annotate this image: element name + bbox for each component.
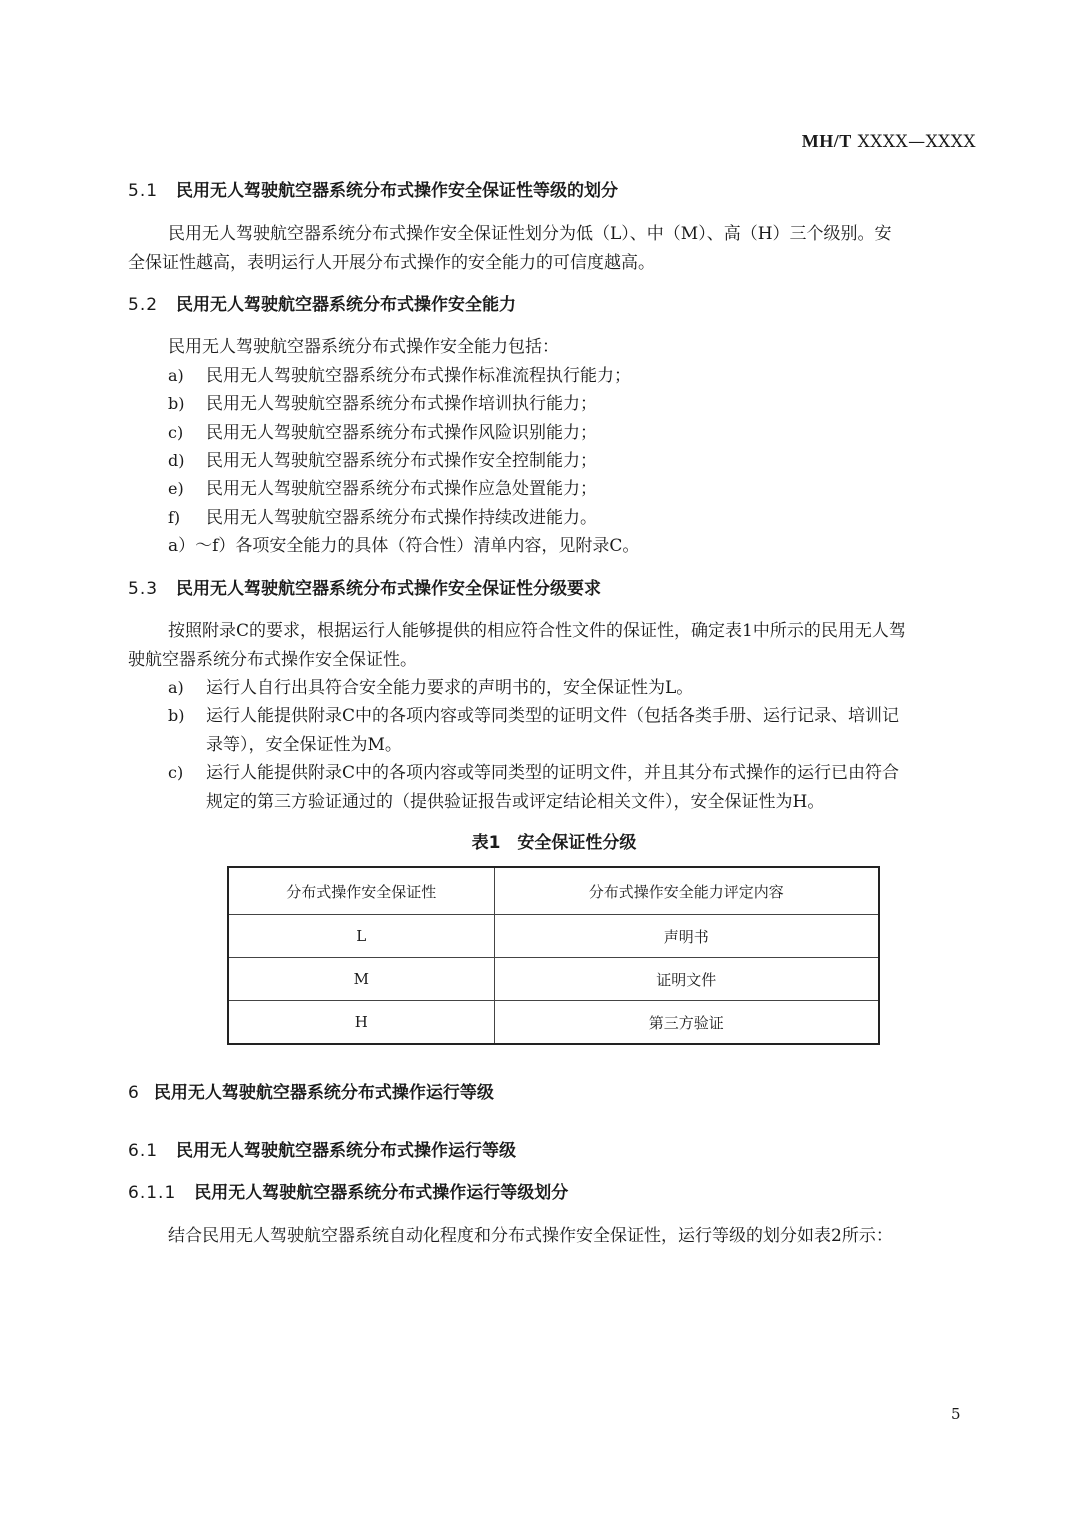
table-cell: 证明文件 <box>494 958 879 1001</box>
list-item: a) 民用无人驾驶航空器系统分布式操作标准流程执行能力； <box>168 366 631 386</box>
section-5-3-paragraph-line1: 按照附录C的要求，根据运行人能够提供的相应符合性文件的保证性，确定表1中所示的民用无人驾 <box>168 621 906 641</box>
list-item-continuation: 录等），安全保证性为M。 <box>206 735 402 755</box>
table-row <box>228 958 879 1001</box>
section-5-1-heading <box>128 176 618 201</box>
list-item: b) 民用无人驾驶航空器系统分布式操作培训执行能力； <box>168 394 597 414</box>
list-item: c) 民用无人驾驶航空器系统分布式操作风险识别能力； <box>168 423 597 443</box>
page-number: 5 <box>951 1405 961 1423</box>
list-item: d) 民用无人驾驶航空器系统分布式操作安全控制能力； <box>168 451 597 471</box>
safety-assurance-table <box>227 866 880 1045</box>
table-cell: 声明书 <box>494 915 879 958</box>
table-row <box>228 915 879 958</box>
section-number: 5.2 <box>128 295 159 315</box>
section-5-2-intro: 民用无人驾驶航空器系统分布式操作安全能力包括： <box>168 337 559 357</box>
section-number: 6.1 <box>128 1141 159 1161</box>
list-item-continuation: 规定的第三方验证通过的（提供验证报告或评定结论相关文件），安全保证性为H。 <box>206 792 825 812</box>
section-5-1-paragraph-line2: 全保证性越高，表明运行人开展分布式操作的安全能力的可信度越高。 <box>128 253 655 273</box>
table-cell: H <box>228 1001 494 1045</box>
section-number: 5.1 <box>128 181 159 201</box>
section-5-2-note: a）～f）各项安全能力的具体（符合性）清单内容，见附录C。 <box>168 536 640 556</box>
section-5-1-paragraph-line1: 民用无人驾驶航空器系统分布式操作安全保证性划分为低（L）、中（M）、高（H）三个级别。安 <box>168 224 892 244</box>
table-row <box>228 1001 879 1045</box>
section-5-3-paragraph-line2: 驶航空器系统分布式操作安全保证性。 <box>128 650 417 670</box>
document-code-prefix: MH/T <box>801 131 852 151</box>
section-number: 6.1.1 <box>128 1183 177 1203</box>
section-5-3-heading <box>128 574 601 599</box>
table-header-row <box>228 867 879 915</box>
document-code-number: XXXX—XXXX <box>857 132 976 152</box>
list-item: b) 运行人能提供附录C中的各项内容或等同类型的证明文件（包括各类手册、运行记录、培训记 <box>168 706 900 726</box>
list-item: c) 运行人能提供附录C中的各项内容或等同类型的证明文件，并且其分布式操作的运行已由符合 <box>168 763 900 783</box>
section-number: 6 <box>128 1083 140 1103</box>
section-title: 民用无人驾驶航空器系统分布式操作运行等级划分 <box>194 1183 569 1203</box>
chapter-6-heading <box>128 1078 494 1103</box>
section-6-1-1-heading <box>128 1178 568 1203</box>
table-header-cell: 分布式操作安全保证性 <box>228 867 494 915</box>
table-cell: 第三方验证 <box>494 1001 879 1045</box>
section-5-2-heading <box>128 290 516 315</box>
section-title: 民用无人驾驶航空器系统分布式操作运行等级 <box>153 1083 494 1103</box>
section-6-1-1-paragraph: 结合民用无人驾驶航空器系统自动化程度和分布式操作安全保证性，运行等级的划分如表2所示： <box>168 1226 893 1246</box>
table-caption: 表1 安全保证性分级 <box>471 833 637 853</box>
table-cell: L <box>228 915 494 958</box>
section-title: 民用无人驾驶航空器系统分布式操作运行等级 <box>176 1141 517 1161</box>
section-number: 5.3 <box>128 579 159 599</box>
list-item: a) 运行人自行出具符合安全能力要求的声明书的，安全保证性为L。 <box>168 678 694 698</box>
list-item: e) 民用无人驾驶航空器系统分布式操作应急处置能力； <box>168 479 597 499</box>
document-code <box>802 131 976 152</box>
table-header-cell: 分布式操作安全能力评定内容 <box>494 867 879 915</box>
section-6-1-heading <box>128 1136 516 1161</box>
section-title: 民用无人驾驶航空器系统分布式操作安全保证性等级的划分 <box>176 181 619 201</box>
section-title: 民用无人驾驶航空器系统分布式操作安全能力 <box>176 295 517 315</box>
table-cell: M <box>228 958 494 1001</box>
section-title: 民用无人驾驶航空器系统分布式操作安全保证性分级要求 <box>176 579 602 599</box>
list-item: f) 民用无人驾驶航空器系统分布式操作持续改进能力。 <box>168 508 597 528</box>
